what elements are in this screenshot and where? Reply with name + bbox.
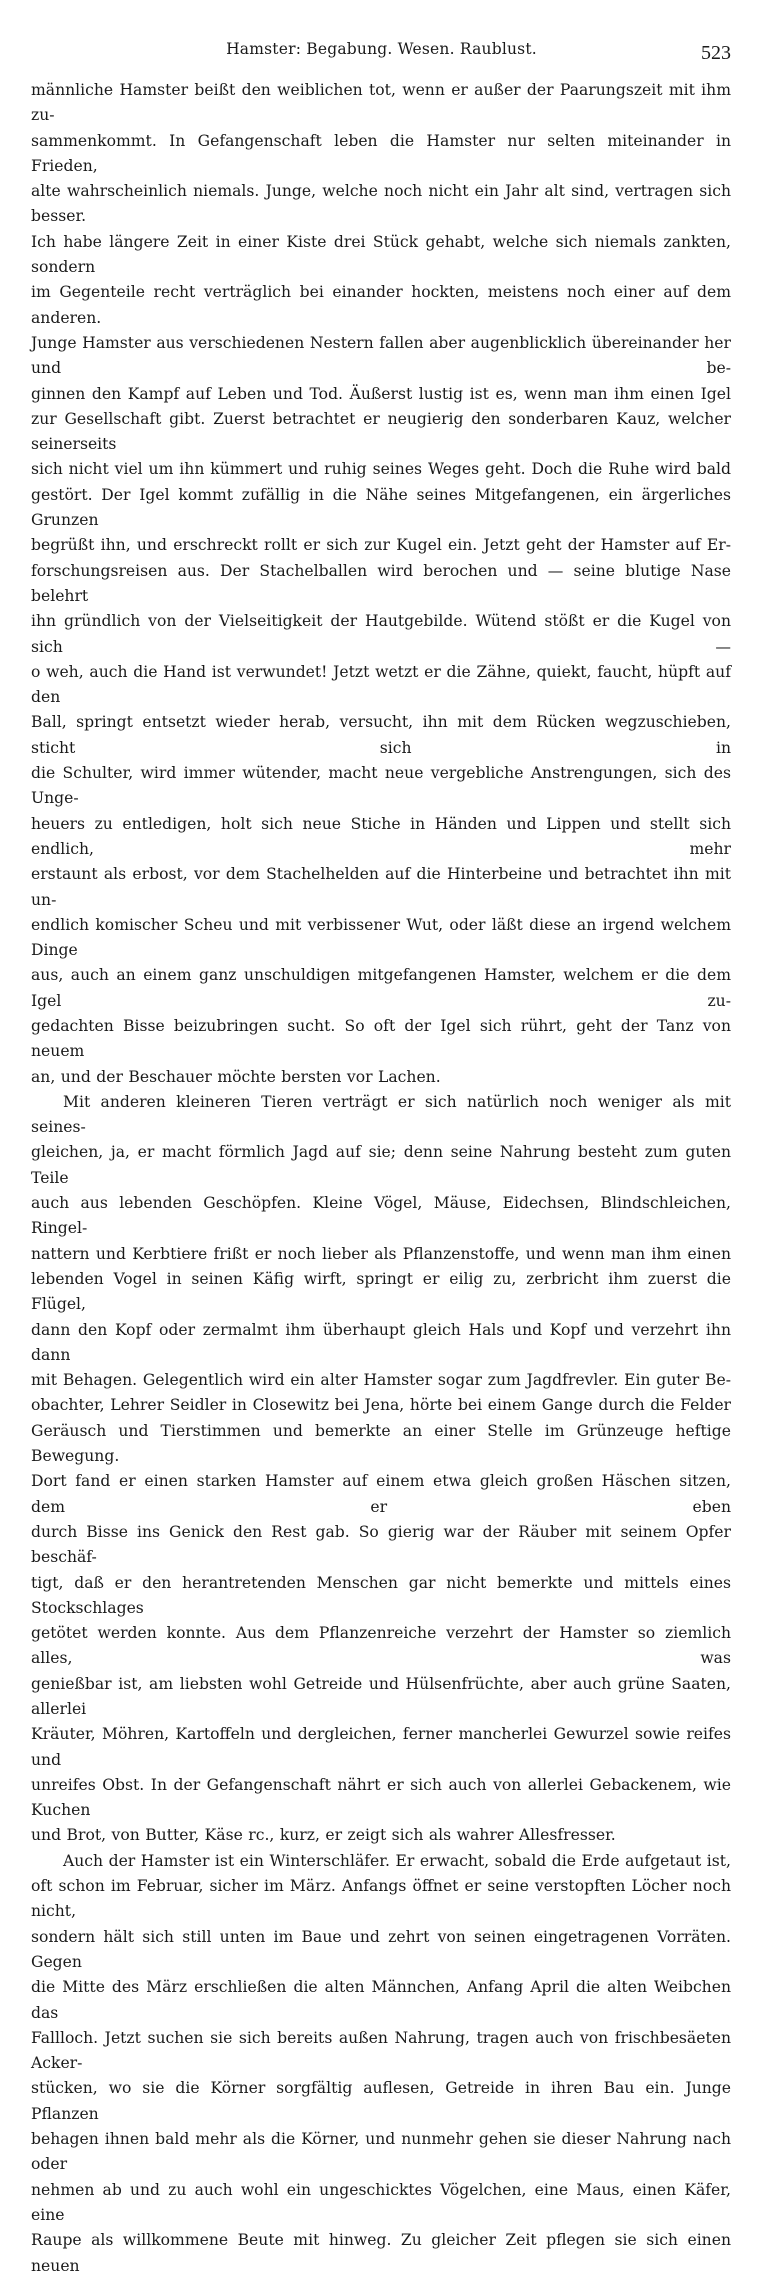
text-line: auch aus lebenden Geschöpfen. Kleine Vögel, Mäuse, Eidechsen, Blindschleichen, Ringel-	[31, 1194, 731, 1238]
text-line: stücken, wo sie die Körner sorgfältig auflesen, Getreide in ihren Bau ein. Junge Pflanzen	[31, 2079, 731, 2123]
text-line: durch Bisse ins Genick den Rest gab. So gierig war der Räuber mit seinem Opfer beschäf-	[31, 1522, 731, 1567]
text-line: Dort fand er einen starken Hamster auf einem etwa gleich großen Häschen sitzen, dem er eben	[31, 1472, 731, 1516]
text-line: dann den Kopf oder zermalmt ihm überhaupt gleich Hals und Kopf und verzehrt ihn dann	[31, 1320, 731, 1364]
text-line: gleichen, ja, er macht förmlich Jagd auf sie; denn seine Nahrung besteht zum guten Teile	[31, 1143, 731, 1187]
text-line: lebenden Vogel in seinen Käfig wirft, springt er eilig zu, zerbricht ihm zuerst die Flügel,	[31, 1269, 731, 1314]
text-line: aus, auch an einem ganz unschuldigen mitgefangenen Hamster, welchem er die dem Igel zu-	[31, 966, 731, 1010]
text-line: unreifes Obst. In der Gefangenschaft nährt er sich auch von allerlei Gebackenem, wie Kuchen	[31, 1775, 731, 1820]
text-line: im Gegenteile recht verträglich bei einander hockten, meistens noch einer auf dem anderen.	[31, 283, 731, 327]
text-line: Geräusch und Tierstimmen und bemerkte an einer Stelle im Grünzeuge heftige Bewegung.	[31, 1421, 731, 1466]
text-line: heuers zu entledigen, holt sich neue Stiche in Händen und Lippen und stellt sich endlich, mehr	[31, 814, 731, 858]
text-line: ginnen den Kampf auf Leben und Tod. Äußerst lustig ist es, wenn man ihm einen Igel	[31, 384, 731, 403]
text-line: Ich habe längere Zeit in einer Kiste drei Stück gehabt, welche sich niemals zankten, sondern	[31, 232, 731, 277]
text-line: männliche Hamster beißt den weiblichen tot, wenn er außer der Paarungszeit mit ihm zu-	[31, 81, 731, 125]
text-line: nattern und Kerbtiere frißt er noch lieber als Pflanzenstoffe, und wenn man ihm einen	[31, 1244, 731, 1263]
text-line: zur Gesellschaft gibt. Zuerst betrachtet er neugierig den sonderbaren Kauz, welcher seinerseits	[31, 409, 731, 454]
text-line: gestört. Der Igel kommt zufällig in die Nähe seines Mitgefangenen, ein ärgerliches Grunzen	[31, 485, 731, 530]
text-line: endlich komischer Scheu und mit verbissener Wut, oder läßt diese an irgend welchem Dinge	[31, 915, 731, 960]
text-line: an, und der Beschauer möchte bersten vor Lachen.	[31, 1067, 441, 1086]
text-line: getötet werden konnte. Aus dem Pflanzenreiche verzehrt der Hamster so ziemlich alles, was	[31, 1624, 731, 1668]
text-line: genießbar ist, am liebsten wohl Getreide und Hülsenfrüchte, aber auch grüne Saaten, allerlei	[31, 1674, 731, 1718]
text-line: forschungsreisen aus. Der Stachelballen wird berochen und — seine blutige Nase belehrt	[31, 561, 731, 605]
text-line: gedachten Bisse beizubringen sucht. So oft der Igel sich rührt, geht der Tanz von neuem	[31, 1016, 731, 1061]
text-line: Auch der Hamster ist ein Winterschläfer. Er erwacht, sobald die Erde aufgetaut ist,	[63, 1851, 731, 1870]
text-line: sondern hält sich still unten im Baue und zehrt von seinen eingetragenen Vorräten. Gegen	[31, 1927, 731, 1971]
text-line: die Schulter, wird immer wütender, macht neue vergebliche Anstrengungen, sich des Unge-	[31, 764, 731, 808]
text-line: Ball, springt entsetzt wieder herab, versucht, ihn mit dem Rücken wegzuschieben, sticht sich in	[31, 713, 731, 757]
text-line: Raupe als willkommene Beute mit hinweg. Zu gleicher Zeit pflegen sie sich einen neuen	[31, 2231, 731, 2275]
text-line: erstaunt als erbost, vor dem Stachelhelden auf die Hinterbeine und betrachtet ihn mit un-	[31, 865, 731, 909]
text-line: obachter, Lehrer Seidler in Closewitz bei Jena, hörte bei einem Gange durch die Felder	[31, 1396, 731, 1415]
text-line: mit Behagen. Gelegentlich wird ein alter Hamster sogar zum Jagdfrevler. Ein guter Be-	[31, 1371, 731, 1390]
text-line: alte wahrscheinlich niemals. Junge, welche noch nicht ein Jahr alt sind, vertragen sich besser.	[31, 182, 731, 226]
header-title: Hamster: Begabung. Wesen. Raublust.	[226, 40, 537, 58]
text-line: Junge Hamster aus verschiedenen Nestern fallen aber augenblicklich übereinander her und be-	[31, 333, 731, 378]
text-line: ihn gründlich von der Vielseitigkeit der Hautgebilde. Wütend stößt er die Kugel von sich —	[31, 612, 731, 656]
body-text	[31, 78, 731, 2279]
text-line: sich nicht viel um ihn kümmert und ruhig seines Weges geht. Doch die Ruhe wird bald	[31, 460, 731, 479]
text-line: Fallloch. Jetzt suchen sie sich bereits außen Nahrung, tragen auch von frischbesäeten Acker-	[31, 2028, 731, 2073]
text-line: und Brot, von Butter, Käse rc., kurz, er zeigt sich als wahrer Allesfresser.	[31, 1826, 616, 1845]
text-line: die Mitte des März erschließen die alten Männchen, Anfang April die alten Weibchen das	[31, 1978, 731, 2022]
text-line: Mit anderen kleineren Tieren verträgt er sich natürlich noch weniger als mit seines-	[31, 1092, 731, 1137]
text-line: tigt, daß er den herantretenden Menschen gar nicht bemerkte und mittels eines Stockschlages	[31, 1573, 731, 1617]
text-line: sammenkommt. In Gefangenschaft leben die Hamster nur selten miteinander in Frieden,	[31, 131, 731, 175]
text-line: begrüßt ihn, und erschreckt rollt er sich zur Kugel ein. Jetzt geht der Hamster auf Er-	[31, 536, 731, 555]
page-number: 523	[701, 42, 731, 64]
text-line: oft schon im Februar, sicher im März. Anfangs öffnet er seine verstopften Löcher noch nicht,	[31, 1877, 731, 1921]
text-line: o weh, auch die Hand ist verwundet! Jetzt wetzt er die Zähne, quiekt, faucht, hüpft auf den	[31, 662, 731, 707]
running-head	[0, 38, 763, 62]
text-line: nehmen ab und zu auch wohl ein ungeschicktes Vögelchen, eine Maus, einen Käfer, eine	[31, 2180, 731, 2224]
text-line: behagen ihnen bald mehr als die Körner, und nunmehr gehen sie dieser Nahrung nach oder	[31, 2130, 731, 2174]
text-line: Kräuter, Möhren, Kartoffeln und dergleichen, ferner mancherlei Gewurzel sowie reifes und	[31, 1725, 731, 1769]
